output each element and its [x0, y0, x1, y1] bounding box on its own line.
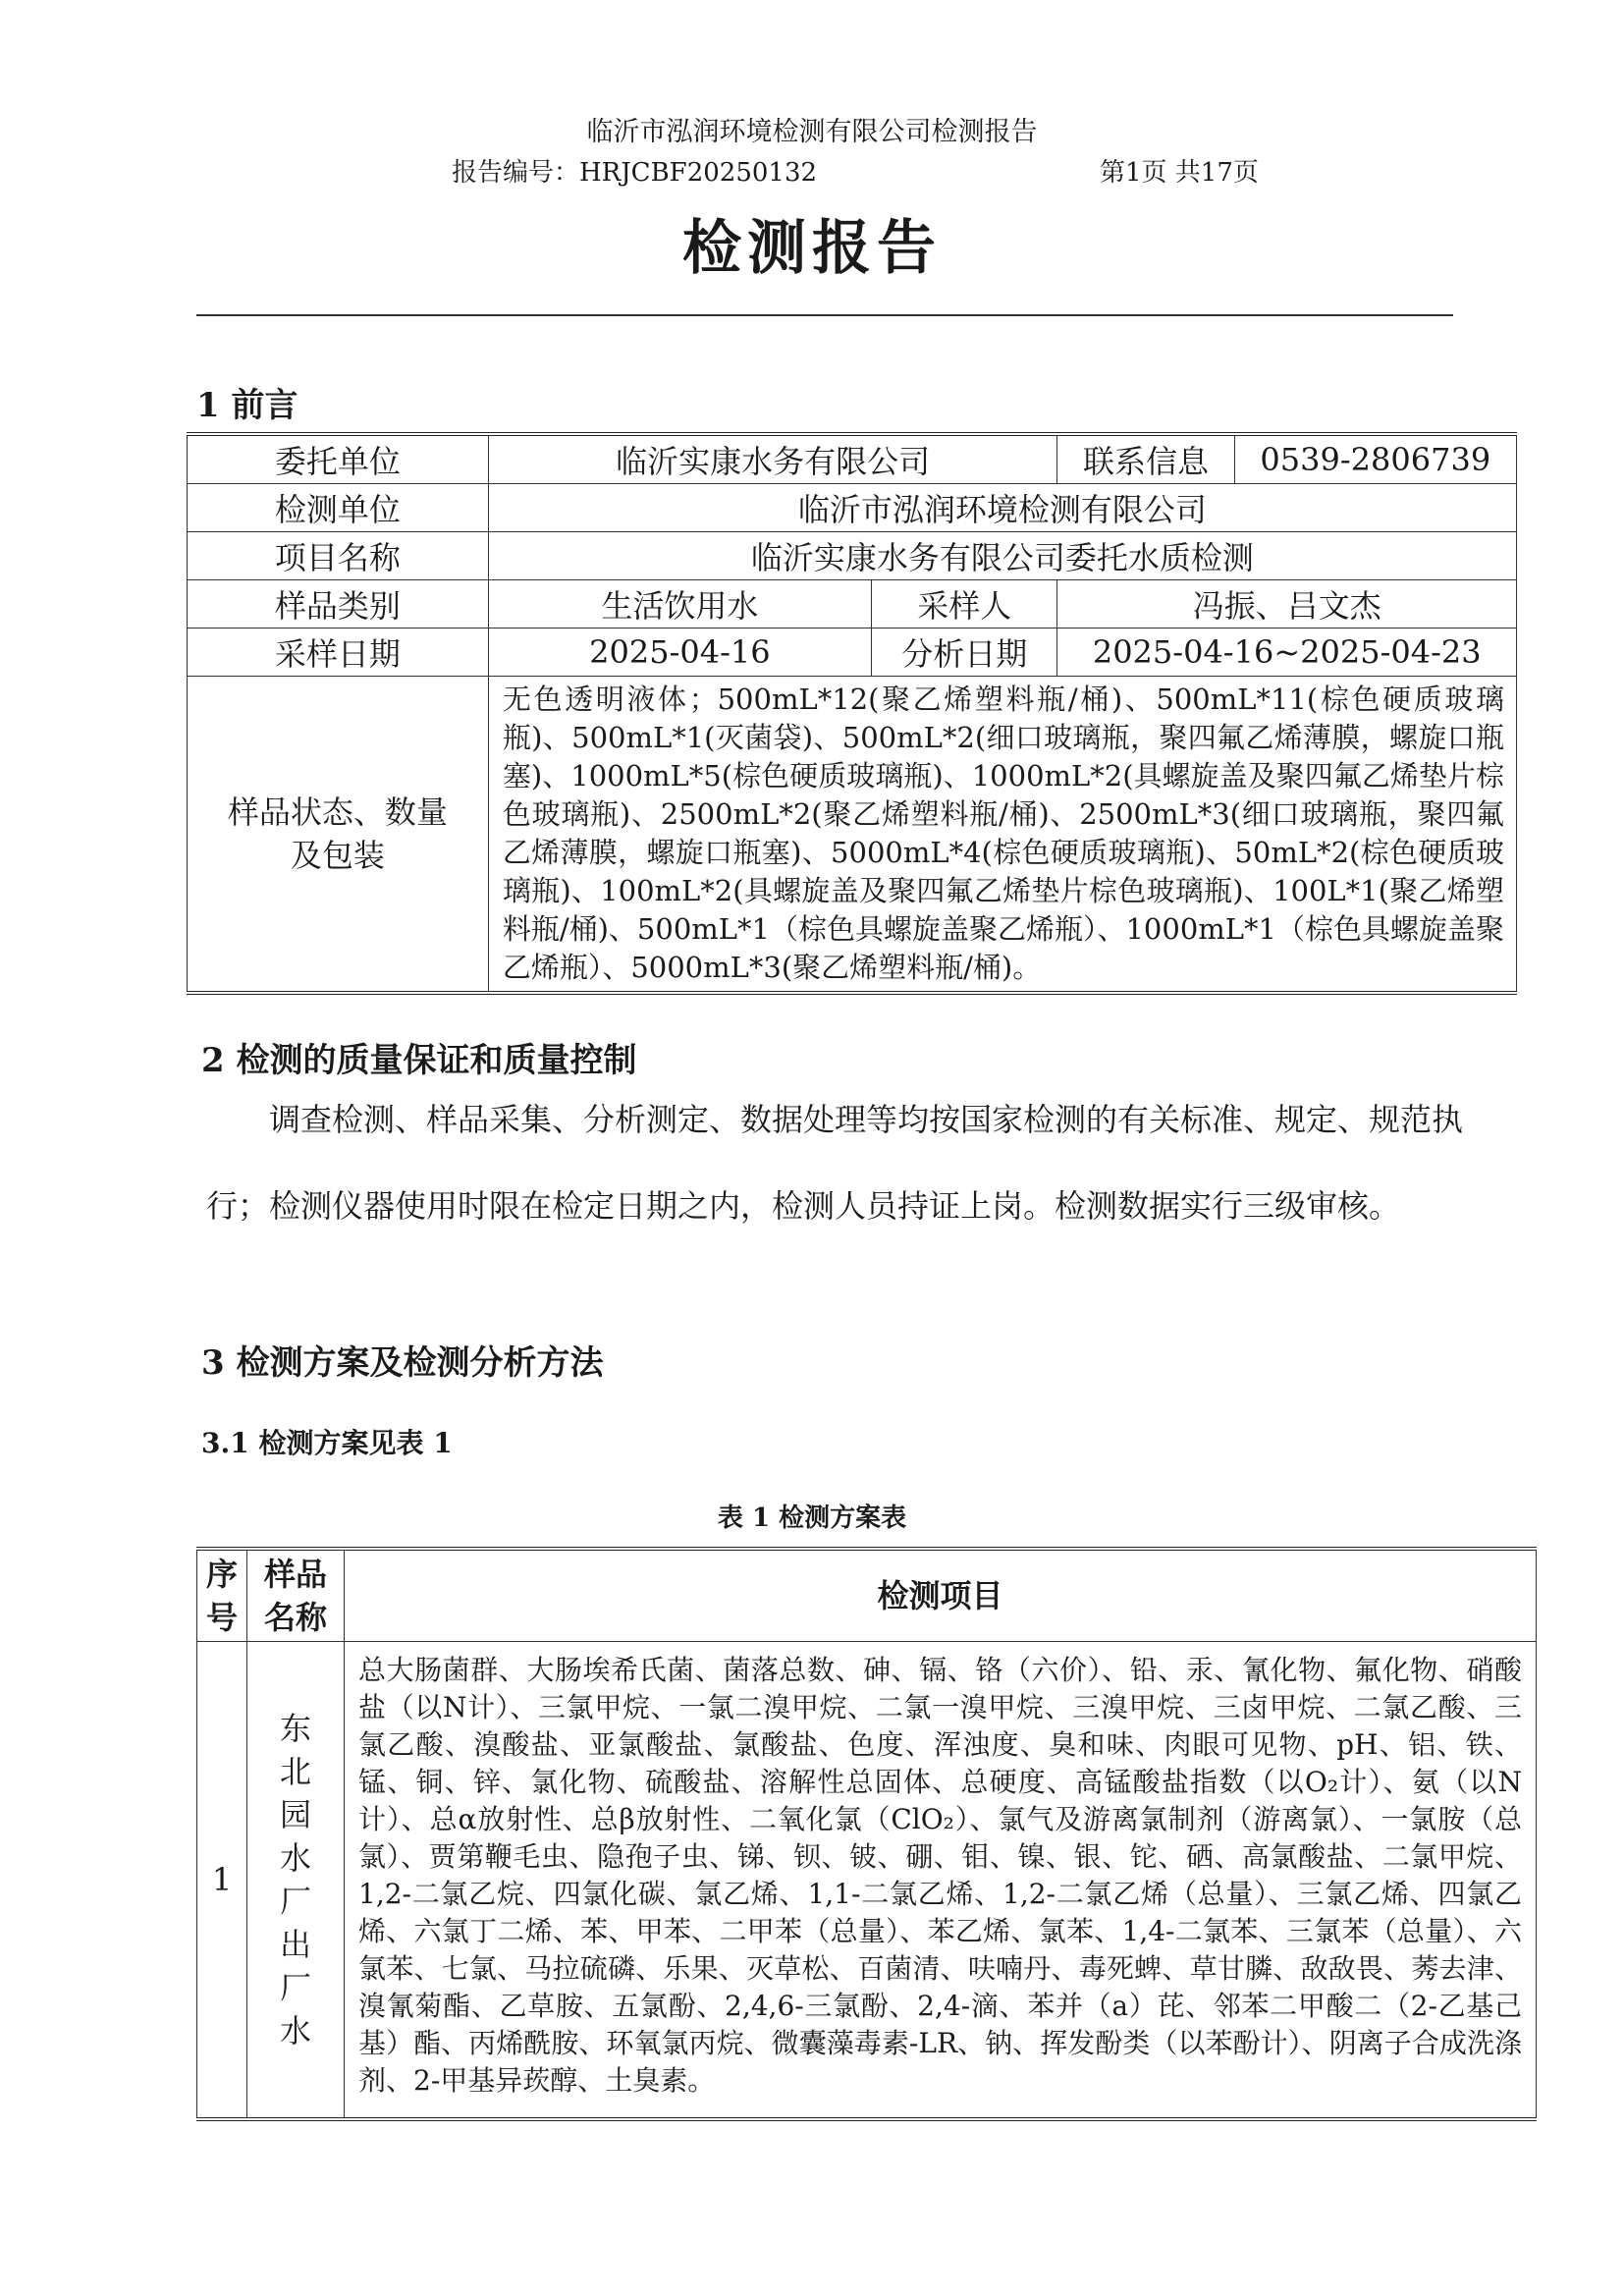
- analysis-date-value: 2025-04-16~2025-04-23: [1057, 629, 1517, 677]
- report-header-company: 临沂市泓润环境检测有限公司检测报告: [586, 117, 1038, 147]
- col-header-items: 检测项目: [345, 1549, 1537, 1642]
- project-value: 临沂实康水务有限公司委托水质检测: [488, 532, 1516, 580]
- col-header-name: 样品名称: [247, 1549, 345, 1642]
- sample-type-label: 样品类别: [188, 580, 489, 629]
- project-label: 项目名称: [188, 532, 489, 580]
- sampling-date-value: 2025-04-16: [488, 629, 871, 677]
- table-row: [197, 1642, 1537, 2120]
- sample-status-label: 样品状态、数量及包装: [188, 677, 489, 994]
- sampler-value: 冯振、吕文杰: [1057, 580, 1517, 629]
- test-plan-table: [196, 1547, 1537, 2121]
- document-title: 检测报告: [682, 214, 942, 283]
- section-2-heading: 2 检测的质量保证和质量控制: [201, 1041, 637, 1080]
- title-divider: [196, 314, 1453, 316]
- table-row: [188, 484, 1517, 532]
- col-header-no: 序号: [197, 1549, 247, 1642]
- table-1-caption: 表 1 检测方案表: [717, 1503, 907, 1533]
- section-3-1-heading: 3.1 检测方案见表 1: [201, 1427, 453, 1459]
- analysis-date-label: 分析日期: [871, 629, 1057, 677]
- quality-paragraph: 调查检测、样品采集、分析测定、数据处理等均按国家检测的有关标准、规定、规范执行；检测仪器使用时限在检定日期之内，检测人员持证上岗。检测数据实行三级审核。: [206, 1101, 1464, 1225]
- sample-type-value: 生活饮用水: [488, 580, 871, 629]
- tester-value: 临沂市泓润环境检测有限公司: [488, 484, 1516, 532]
- sample-status-value: 无色透明液体；500mL*12(聚乙烯塑料瓶/桶)、500mL*11(棕色硬质玻璃瓶)、500mL*1(灭菌袋)、500mL*2(细口玻璃瓶，聚四氟乙烯薄膜，螺旋口瓶塞)、1000mL*5(棕色硬质玻璃瓶)、1000mL*2(具螺旋盖及聚四氟乙烯垫片棕色玻璃瓶)、2500mL*2(聚乙烯塑料瓶/桶)、2500mL*3(细口玻璃瓶，聚四氟乙烯薄膜，螺旋口瓶塞)、5000mL*4(棕色硬质玻璃瓶)、50mL*2(棕色硬质玻璃瓶)、100mL*2(具螺旋盖及聚四氟乙烯垫片棕色玻璃瓶)、100L*1(聚乙烯塑料瓶/桶)、500mL*1（棕色具螺旋盖聚乙烯瓶）、1000mL*1（棕色具螺旋盖聚乙烯瓶）、5000mL*3(聚乙烯塑料瓶/桶)。: [488, 677, 1516, 994]
- section-1-heading: 1 前言: [196, 386, 298, 425]
- contact-label: 联系信息: [1057, 434, 1234, 484]
- table-row: [188, 532, 1517, 580]
- page-indicator: 第1页 共17页: [1100, 158, 1259, 188]
- table-header-row: [197, 1549, 1537, 1642]
- row-test-items: 总大肠菌群、大肠埃希氏菌、菌落总数、砷、镉、铬（六价）、铅、汞、氰化物、氟化物、硝酸盐（以N计）、三氯甲烷、一氯二溴甲烷、二氯一溴甲烷、三溴甲烷、三卤甲烷、二氯乙酸、三氯乙酸、溴酸盐、亚氯酸盐、氯酸盐、色度、浑浊度、臭和味、肉眼可见物、pH、铝、铁、锰、铜、锌、氯化物、硫酸盐、溶解性总固体、总硬度、高锰酸盐指数（以O₂计）、氨（以N计）、总α放射性、总β放射性、二氧化氯（ClO₂）、氯气及游离氯制剂（游离氯）、一氯胺（总氯）、贾第鞭毛虫、隐孢子虫、锑、钡、铍、硼、钼、镍、银、铊、硒、高氯酸盐、二氯甲烷、1,2-二氯乙烷、四氯化碳、氯乙烯、1,1-二氯乙烯、1,2-二氯乙烯（总量）、三氯乙烯、四氯乙烯、六氯丁二烯、苯、甲苯、二甲苯（总量）、苯乙烯、氯苯、1,4-二氯苯、三氯苯（总量）、六氯苯、七氯、马拉硫磷、乐果、灭草松、百菌清、呋喃丹、毒死蜱、草甘膦、敌敌畏、莠去津、溴氰菊酯、乙草胺、五氯酚、2,4,6-三氯酚、2,4-滴、苯并（a）芘、邻苯二甲酸二（2-乙基己基）酯、丙烯酰胺、环氧氯丙烷、微囊藻毒素-LR、钠、挥发酚类（以苯酚计）、阴离子合成洗涤剂、2-甲基异莰醇、土臭素。: [345, 1642, 1537, 2120]
- table-row: [188, 677, 1517, 994]
- row-no: 1: [197, 1642, 247, 2120]
- sampling-date-label: 采样日期: [188, 629, 489, 677]
- sample-info-table: [187, 432, 1517, 995]
- table-row: [188, 629, 1517, 677]
- client-label: 委托单位: [188, 434, 489, 484]
- report-number: 报告编号：HRJCBF20250132: [452, 158, 818, 188]
- tester-label: 检测单位: [188, 484, 489, 532]
- row-sample-name: 东北园水厂出厂水: [247, 1642, 345, 2120]
- contact-value: 0539-2806739: [1234, 434, 1516, 484]
- section-3-heading: 3 检测方案及检测分析方法: [201, 1343, 604, 1383]
- sampler-label: 采样人: [871, 580, 1057, 629]
- table-row: [188, 580, 1517, 629]
- client-value: 临沂实康水务有限公司: [488, 434, 1057, 484]
- table-row: [188, 434, 1517, 484]
